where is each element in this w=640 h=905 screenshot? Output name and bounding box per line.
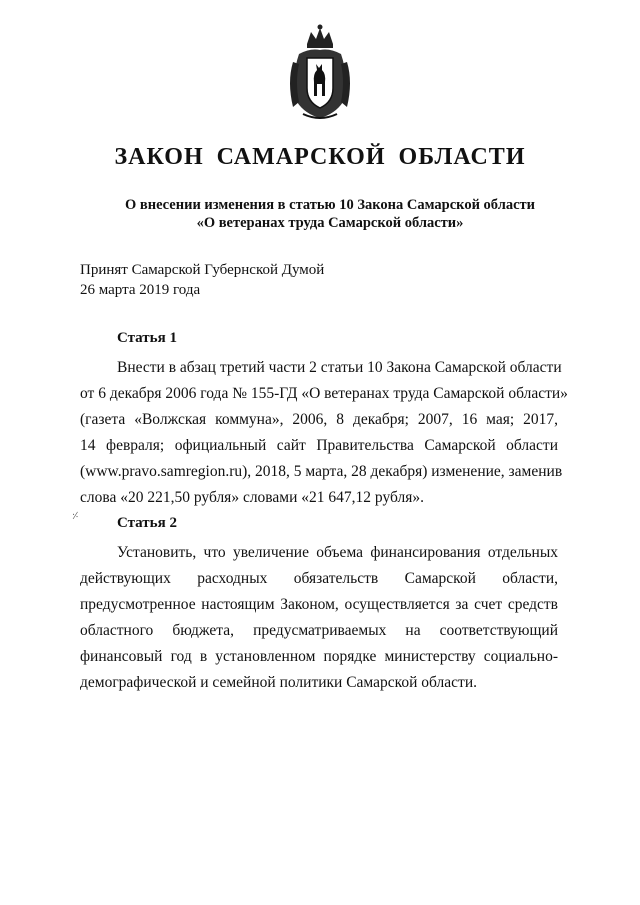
article-1-line: (газета «Волжская коммуна», 2006, 8 декабря; 2007, 16 мая; 2017, — [80, 411, 558, 428]
scan-mark: ⸓ — [72, 511, 79, 522]
article-2-line: областного бюджета, предусматриваемых на соответствующий — [80, 622, 558, 639]
article-2-heading: Статья 2 — [117, 515, 177, 531]
adoption-date: 26 марта 2019 года — [80, 282, 201, 298]
article-1-line: (www.pravo.samregion.ru), 2018, 5 марта, 28 декабря) изменение, заменив — [80, 463, 563, 480]
article-1-line: Внести в абзац третий части 2 статьи 10 Закона Самарской области — [117, 359, 562, 376]
article-1-line: от 6 декабря 2006 года № 155-ГД «О ветеранах труда Самарской области» — [80, 385, 568, 402]
law-title: ЗАКОН САМАРСКОЙ ОБЛАСТИ — [114, 144, 526, 170]
article-2-line: финансовый год в установленном порядке министерству социально- — [80, 648, 558, 665]
article-2-line: демографической и семейной политики Самарской области. — [80, 674, 477, 691]
article-1-line: слова «20 221,50 рубля» словами «21 647,12 рубля». — [80, 489, 424, 506]
article-2-line: предусмотренное настоящим Законом, осуществляется за счет средств — [80, 596, 558, 613]
coat-of-arms-icon — [285, 22, 355, 122]
article-2-line: действующих расходных обязательств Самарской области, — [80, 570, 558, 587]
adoption-info — [80, 260, 324, 300]
adoption-body: Принят Самарской Губернской Думой — [80, 262, 325, 278]
article-2-line: Установить, что увеличение объема финансирования отдельных — [117, 544, 558, 561]
law-subtitle-line: О внесении изменения в статью 10 Закона Самарской области — [124, 197, 535, 213]
law-subtitle-line: «О ветеранах труда Самарской области» — [196, 215, 464, 231]
article-1-line: 14 февраля; официальный сайт Правительства Самарской области — [80, 437, 558, 454]
article-1-heading: Статья 1 — [117, 330, 177, 346]
law-subtitle — [60, 196, 600, 232]
